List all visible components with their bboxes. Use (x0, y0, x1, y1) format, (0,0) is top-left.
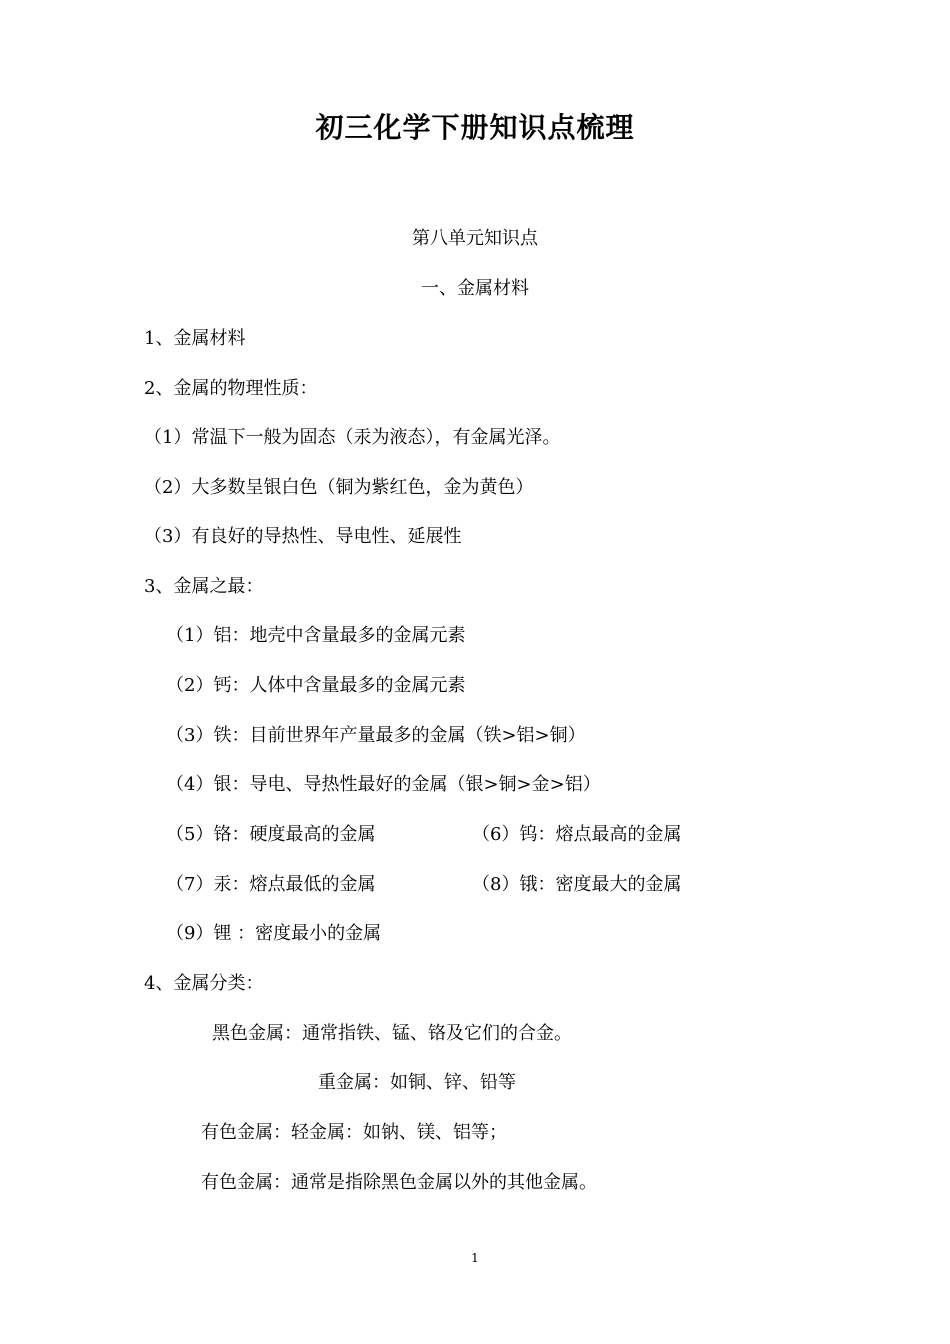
classification-ferrous: 黑色金属：通常指铁、锰、铬及它们的合金。 (212, 1023, 572, 1044)
document-title: 初三化学下册知识点梳理 (315, 111, 635, 144)
superlative-7: （7）汞：熔点最低的金属 (166, 874, 376, 895)
superlative-9: （9）锂 ：密度最小的金属 (166, 923, 382, 944)
superlative-1: （1）铝：地壳中含量最多的金属元素 (166, 625, 466, 646)
property-line-3: （3）有良好的导热性、导电性、延展性 (144, 526, 462, 547)
item-metal-materials: 1、金属材料 (144, 328, 246, 349)
superlative-5: （5）铬：硬度最高的金属 (166, 824, 376, 845)
classification-nonferrous: 有色金属：通常是指除黑色金属以外的其他金属。 (201, 1172, 597, 1193)
superlative-3: （3）铁：目前世界年产量最多的金属（铁>铝>铜） (166, 725, 586, 746)
superlative-8: （8）锇：密度最大的金属 (472, 874, 682, 895)
superlative-4: （4）银：导电、导热性最好的金属（银>铜>金>铝） (166, 774, 601, 795)
section-heading: 一、金属材料 (421, 278, 529, 299)
item-metal-superlatives: 3、金属之最： (144, 576, 264, 597)
classification-light: 有色金属：轻金属：如钠、镁、铝等； (201, 1122, 507, 1143)
item-metal-classification: 4、金属分类： (144, 973, 264, 994)
item-physical-properties: 2、金属的物理性质： (144, 378, 318, 399)
property-line-1: （1）常温下一般为固态（汞为液态），有金属光泽。 (144, 427, 561, 448)
property-line-2: （2）大多数呈银白色（铜为紫红色，金为黄色） (144, 477, 534, 498)
superlative-2: （2）钙：人体中含量最多的金属元素 (166, 675, 466, 696)
unit-heading: 第八单元知识点 (412, 228, 538, 249)
superlative-6: （6）钨：熔点最高的金属 (472, 824, 682, 845)
classification-heavy: 重金属：如铜、锌、铅等 (318, 1072, 516, 1093)
page-number: 1 (471, 1251, 479, 1265)
